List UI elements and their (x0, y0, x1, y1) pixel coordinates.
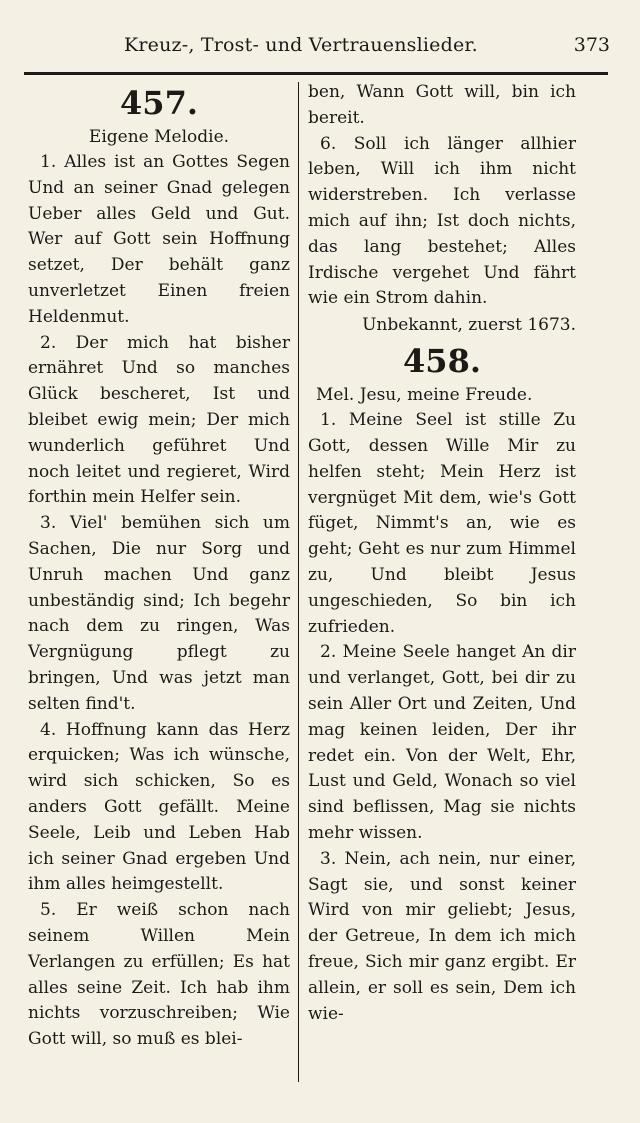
right-column (308, 80, 576, 1027)
hymn-number-457: 457. (120, 84, 198, 122)
verse-2: 2. Der mich hat bisher ernähret Und so manches Glück bescheret, Ist und bleibet ewig mein; Der mich wunderlich geführet Und noch leitet und regieret, Wird forthin mein Helfer sein. (28, 332, 290, 508)
column-divider (298, 82, 299, 1082)
verse-1: 1. Meine Seel ist stille Zu Gott, dessen Wille Mir zu helfen steht; Mein Herz ist vergnüget Mit dem, wie's Gott füget, Nimmt's an, wie es geht; Geht es nur zum Himmel zu, Und bleibt Jesus ungeschieden, So bin ich zufrieden. (308, 410, 576, 637)
header-rule (24, 72, 608, 75)
page-number: 373 (573, 34, 610, 56)
page-header (24, 30, 610, 66)
verse-6: 6. Soll ich länger allhier leben, Will ich ihm nicht widerstreben. Ich verlasse mich auf ihn; Ist doch nichts, das lang bestehet; Alles Irdische vergehet Und fährt wie ein Strom dahin. (308, 133, 576, 309)
verse-3: 3. Nein, ach nein, nur einer, Sagt sie, und sonst keiner Wird von mir geliebt; Jesus, der Getreue, In dem ich mich freue, Sich mir ganz ergibt. Er allein, er soll es sein, Dem ich wie- (308, 848, 576, 1024)
left-column (28, 80, 290, 1053)
verse-5-continuation: ben, Wann Gott will, bin ich bereit. (308, 82, 576, 128)
verse-1: 1. Alles ist an Gottes Segen Und an seiner Gnad gelegen Ueber alles Geld und Gut. Wer auf Gott sein Hoffnung setzet, Der behält ganz unverletzet Einen freien Heldenmut. (28, 152, 290, 327)
melody-heading: Eigene Melodie. (88, 127, 230, 147)
running-title: Kreuz-, Trost- und Vertrauenslieder. (124, 34, 478, 56)
hymn-number-458: 458. (403, 342, 481, 381)
verse-4: 4. Hoffnung kann das Herz erquicken; Was ich wünsche, wird sich schicken, So es anders Gott gefällt. Meine Seele, Leib und Leben Hab ich seiner Gnad ergeben Und ihm alles heimgestellt. (28, 719, 290, 895)
verse-3: 3. Viel' bemühen sich um Sachen, Die nur Sorg und Unruh machen Und ganz unbeständig sind; Ich begehr nach dem zu ringen, Was Vergnügung pflegt zu bringen, Und was jetzt man selten find't. (28, 513, 290, 714)
melody-heading: Mel. Jesu, meine Freude. (316, 385, 533, 406)
verse-2: 2. Meine Seele hanget An dir und verlanget, Gott, bei dir zu sein Aller Ort und Zeiten, Und mag keinen leiden, Der ihr redet ein. Von der Welt, Ehr, Lust und Geld, Wonach so viel sind beflissen, Mag sie nichts mehr wissen. (308, 642, 576, 843)
author-attribution: Unbekannt, zuerst 1673. (362, 315, 576, 336)
verse-5: 5. Er weiß schon nach seinem Willen Mein Verlangen zu erfüllen; Es hat alles seine Zeit. Ich hab ihm nichts vorzuschreiben; Wie Gott will, so muß es blei- (28, 900, 290, 1050)
